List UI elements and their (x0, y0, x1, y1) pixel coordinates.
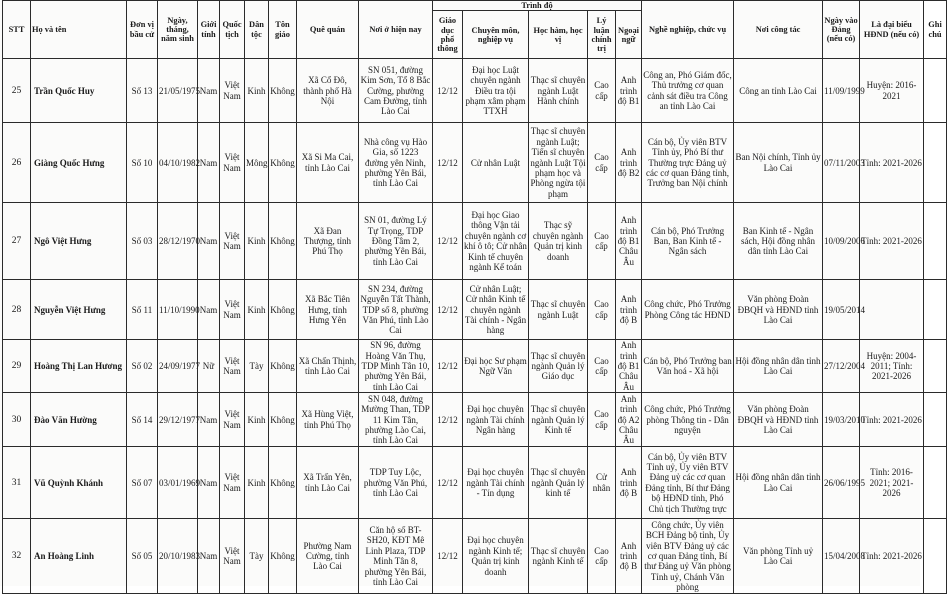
stt-cell: 30 (3, 393, 31, 447)
unit-cell: Số 02 (127, 340, 158, 393)
nationality-cell: Việt Nam (220, 123, 245, 203)
header-unit: Đơn vị bầu cử (127, 1, 158, 59)
header-political-theory: Lý luận chính trị (588, 11, 616, 59)
workplace-cell: Ban Kinh tế - Ngân sách, Hội đồng nhân dân tỉnh Lào Cai (734, 203, 823, 280)
occupation-cell: Công chức, Ủy viên BCH Đảng bộ tỉnh, Ủy viên BTV Đảng uỷ các cơ quan Đảng tỉnh, Bí thư Đảng uỷ Văn phòng Tỉnh uỷ, Chánh Văn phòng (642, 519, 734, 594)
foreign-language-cell: Anh trình độ B (616, 447, 642, 519)
council-term-cell: Tỉnh: 2021-2026 (860, 393, 924, 447)
council-term-cell: Huyện: 2016-2021 (860, 59, 924, 123)
hometown-cell: Xã Đan Thượng, tỉnh Phú Thọ (297, 203, 359, 280)
residence-cell: TDP Tuy Lộc, phường Văn Phú, tỉnh Lào Cai (359, 447, 433, 519)
foreign-language-cell: Anh trình độ A2 Châu Âu (616, 393, 642, 447)
notes-cell (924, 340, 947, 393)
party-date-cell: 26/06/1995 (823, 447, 860, 519)
stt-cell: 26 (3, 123, 31, 203)
name-cell: Vũ Quỳnh Khánh (31, 447, 127, 519)
unit-cell: Số 10 (127, 123, 158, 203)
general-edu-cell: 12/12 (433, 280, 463, 340)
specialty-cell: Cử nhân Luật; Cử nhân Kinh tế chuyên ngành Tài chính - Ngân hàng (463, 280, 529, 340)
residence-cell: SN 01, đường Lý Tự Trọng, TDP Đồng Tâm 2, phường Yên Bái, tỉnh Lào Cai (359, 203, 433, 280)
party-date-cell: 11/09/1999 (823, 59, 860, 123)
political-theory-cell: Cao cấp (588, 123, 616, 203)
specialty-cell: Đại học chuyên ngành Tài chính - Tín dụng (463, 447, 529, 519)
table-row (3, 393, 947, 447)
nationality-cell: Việt Nam (220, 59, 245, 123)
notes-cell (924, 203, 947, 280)
specialty-cell: Đại học chuyên ngành Tài chính Ngân hàng (463, 393, 529, 447)
stt-cell: 31 (3, 447, 31, 519)
stt-cell: 28 (3, 280, 31, 340)
council-term-cell: Tỉnh: 2021-2026 (860, 519, 924, 594)
party-date-cell: 19/03/2010 (823, 393, 860, 447)
header-religion: Tôn giáo (269, 1, 297, 59)
political-theory-cell: Cao cấp (588, 519, 616, 594)
party-date-cell: 10/09/2006 (823, 203, 860, 280)
political-theory-cell: Cao cấp (588, 340, 616, 393)
residence-cell: Nhà công vụ Hào Gia, số 1223 đường yên Ninh, phường Yên Bái, tỉnh Lào Cai (359, 123, 433, 203)
workplace-cell: Hội đồng nhân dân tỉnh Lào Cai (734, 340, 823, 393)
hometown-cell: Phường Nam Cường, tỉnh Lào Cai (297, 519, 359, 594)
notes-cell (924, 280, 947, 340)
foreign-language-cell: Anh trình độ B2 (616, 123, 642, 203)
gender-cell: Nam (198, 393, 220, 447)
degree-cell: Thạc sỹ chuyên ngành Quản trị kinh doanh (529, 203, 588, 280)
occupation-cell: Cán bộ, Phó Trưởng ban Văn hoá - Xã hội (642, 340, 734, 393)
general-edu-cell: 12/12 (433, 123, 463, 203)
unit-cell: Số 03 (127, 203, 158, 280)
residence-cell: SN 234, đường Nguyễn Tất Thành, TDP số 8, phường Văn Phú, tỉnh Lào Cai (359, 280, 433, 340)
religion-cell: Không (269, 340, 297, 393)
name-cell: Hoàng Thị Lan Hương (31, 340, 127, 393)
dob-cell: 21/05/1975 (158, 59, 198, 123)
degree-cell: Thạc sĩ chuyên ngành Quản lý Giáo dục (529, 340, 588, 393)
dob-cell: 11/10/1990 (158, 280, 198, 340)
nationality-cell: Việt Nam (220, 280, 245, 340)
hometown-cell: Xã Bắc Tiên Hưng, tỉnh Hưng Yên (297, 280, 359, 340)
ethnicity-cell: Tày (245, 519, 269, 594)
unit-cell: Số 14 (127, 393, 158, 447)
stt-cell: 27 (3, 203, 31, 280)
political-theory-cell: Cao cấp (588, 393, 616, 447)
name-cell: Trần Quốc Huy (31, 59, 127, 123)
degree-cell: Thạc sĩ chuyên ngành Luật; Tiến sĩ chuyên ngành Luật Tội phạm học và Phòng ngừa tội phạm (529, 123, 588, 203)
ethnicity-cell: Kinh (245, 280, 269, 340)
gender-cell: Nam (198, 447, 220, 519)
header-nationality: Quốc tịch (220, 1, 245, 59)
notes-cell (924, 447, 947, 519)
residence-cell: SN 051, đường Kim Sơn, Tổ 8 Bắc Cường, phường Cam Đường, tỉnh Lào Cai (359, 59, 433, 123)
dob-cell: 28/12/1970 (158, 203, 198, 280)
degree-cell: Thạc sĩ chuyên ngành Luật Hành chính (529, 59, 588, 123)
name-cell: Giàng Quốc Hưng (31, 123, 127, 203)
residence-cell: SN 96, đường Hoàng Văn Thụ, TDP Minh Tân 10, phường Yên Bái, tỉnh Lào Cai (359, 340, 433, 393)
ethnicity-cell: Kinh (245, 393, 269, 447)
foreign-language-cell: Anh trình độ B (616, 280, 642, 340)
occupation-cell: Cán bộ, Ủy viên BTV Tỉnh ủy, Phó Bí thư Thường trực Đảng uỷ các cơ quan Đảng tỉnh, Trưởng ban Nội chính (642, 123, 734, 203)
nationality-cell: Việt Nam (220, 519, 245, 594)
nationality-cell: Việt Nam (220, 203, 245, 280)
header-occupation: Nghề nghiệp, chức vụ (642, 1, 734, 59)
unit-cell: Số 13 (127, 59, 158, 123)
workplace-cell: Văn phòng Tỉnh uỷ Lào Cai (734, 519, 823, 594)
gender-cell: Nam (198, 203, 220, 280)
political-theory-cell: Cao cấp (588, 280, 616, 340)
party-date-cell: 27/12/2004 (823, 340, 860, 393)
party-date-cell: 15/04/2008 (823, 519, 860, 594)
ethnicity-cell: Kinh (245, 59, 269, 123)
gender-cell: Nam (198, 123, 220, 203)
unit-cell: Số 11 (127, 280, 158, 340)
dob-cell: 03/01/1969 (158, 447, 198, 519)
table-row (3, 59, 947, 123)
notes-cell (924, 123, 947, 203)
table-row (3, 447, 947, 519)
religion-cell: Không (269, 393, 297, 447)
religion-cell: Không (269, 447, 297, 519)
table-body (3, 59, 947, 594)
occupation-cell: Công chức, Phó Trưởng phòng Thông tin - Dân nguyện (642, 393, 734, 447)
header-dob: Ngày, tháng, năm sinh (158, 1, 198, 59)
table-row (3, 340, 947, 393)
degree-cell: Thạc sĩ chuyên ngành Quản lý Kinh tế (529, 393, 588, 447)
council-term-cell: Tỉnh: 2016-2021; 2021-2026 (860, 447, 924, 519)
header-specialty: Chuyên môn, nghiệp vụ (463, 11, 529, 59)
council-term-cell: Tỉnh: 2021-2026 (860, 203, 924, 280)
workplace-cell: Văn phòng Đoàn ĐBQH và HĐND tỉnh Lào Cai (734, 393, 823, 447)
candidate-table (2, 0, 947, 594)
unit-cell: Số 05 (127, 519, 158, 594)
specialty-cell: Đại học Giao thông Vận tải chuyên ngành cơ khí ô tô; Cử nhân Kinh tế chuyên ngành Kế toán (463, 203, 529, 280)
ethnicity-cell: Kinh (245, 203, 269, 280)
specialty-cell: Đại học Sư phạm Ngữ Văn (463, 340, 529, 393)
gender-cell: Nam (198, 519, 220, 594)
degree-cell: Thạc sĩ chuyên ngành Quản lý kinh tế (529, 447, 588, 519)
specialty-cell: Đại học chuyên ngành Kinh tế; Quản trị kinh doanh (463, 519, 529, 594)
header-stt: STT (3, 1, 31, 59)
ethnicity-cell: Mông (245, 123, 269, 203)
ethnicity-cell: Kinh (245, 447, 269, 519)
party-date-cell: 19/05/2014 (823, 280, 860, 340)
specialty-cell: Cử nhân Luật (463, 123, 529, 203)
notes-cell (924, 393, 947, 447)
ethnicity-cell: Tày (245, 340, 269, 393)
dob-cell: 04/10/1982 (158, 123, 198, 203)
header-workplace: Nơi công tác (734, 1, 823, 59)
workplace-cell: Hội đồng nhân dân tỉnh Lào Cai (734, 447, 823, 519)
degree-cell: Thạc sĩ chuyên ngành Luật (529, 280, 588, 340)
table-row (3, 123, 947, 203)
header-name: Họ và tên (31, 1, 127, 59)
religion-cell: Không (269, 280, 297, 340)
workplace-cell: Công an tỉnh Lào Cai (734, 59, 823, 123)
political-theory-cell: Cao cấp (588, 59, 616, 123)
foreign-language-cell: Anh trình độ B (616, 519, 642, 594)
party-date-cell: 07/11/2003 (823, 123, 860, 203)
name-cell: An Hoàng Linh (31, 519, 127, 594)
foreign-language-cell: Anh trình độ B1 Châu Âu (616, 203, 642, 280)
header-party-date: Ngày vào Đảng (nếu có) (823, 1, 860, 59)
religion-cell: Không (269, 123, 297, 203)
religion-cell: Không (269, 519, 297, 594)
religion-cell: Không (269, 59, 297, 123)
hometown-cell: Xã Hùng Việt, tỉnh Phú Thọ (297, 393, 359, 447)
hometown-cell: Xã Chấn Thịnh, tỉnh Lào Cai (297, 340, 359, 393)
workplace-cell: Ban Nội chính, Tỉnh ủy Lào Cai (734, 123, 823, 203)
council-term-cell (860, 280, 924, 340)
occupation-cell: Công chức, Phó Trưởng Phòng Công tác HĐND (642, 280, 734, 340)
general-edu-cell: 12/12 (433, 393, 463, 447)
general-edu-cell: 12/12 (433, 59, 463, 123)
name-cell: Ngô Việt Hưng (31, 203, 127, 280)
dob-cell: 29/12/1977 (158, 393, 198, 447)
dob-cell: 24/09/1977 (158, 340, 198, 393)
specialty-cell: Đại học Luật chuyên ngành Điều tra tội phạm xâm phạm TTXH (463, 59, 529, 123)
hometown-cell: Xã Si Ma Cai, tỉnh Lào Cai (297, 123, 359, 203)
workplace-cell: Văn phòng Đoàn ĐBQH và HĐND tỉnh Lào Cai (734, 280, 823, 340)
header-education-group: Trình độ (433, 1, 642, 11)
notes-cell (924, 519, 947, 594)
nationality-cell: Việt Nam (220, 340, 245, 393)
foreign-language-cell: Anh trình độ B1 Châu Âu (616, 340, 642, 393)
header-ethnicity: Dân tộc (245, 1, 269, 59)
gender-cell: Nam (198, 280, 220, 340)
name-cell: Nguyễn Việt Hưng (31, 280, 127, 340)
header-gender: Giới tính (198, 1, 220, 59)
religion-cell: Không (269, 203, 297, 280)
council-term-cell: Tỉnh: 2021-2026 (860, 123, 924, 203)
name-cell: Đào Văn Hường (31, 393, 127, 447)
table-row (3, 280, 947, 340)
header-notes: Ghi chú (924, 1, 947, 59)
general-edu-cell: 12/12 (433, 340, 463, 393)
header-residence: Nơi ở hiện nay (359, 1, 433, 59)
header-council-term: Là đại biểu HĐND (nếu có) (860, 1, 924, 59)
stt-cell: 32 (3, 519, 31, 594)
dob-cell: 20/10/1983 (158, 519, 198, 594)
header-foreign-language: Ngoại ngữ (616, 11, 642, 59)
residence-cell: SN 048, đường Mường Than, TDP 11 Kim Tân, phường Lào Cai, tỉnh Lào Cai (359, 393, 433, 447)
nationality-cell: Việt Nam (220, 393, 245, 447)
degree-cell: Thạc sĩ chuyên ngành Kinh tế (529, 519, 588, 594)
notes-cell (924, 59, 947, 123)
general-edu-cell: 12/12 (433, 519, 463, 594)
header-degree: Học hàm, học vị (529, 11, 588, 59)
gender-cell: Nữ (198, 340, 220, 393)
occupation-cell: Cán bộ, Phó Trưởng Ban, Ban Kinh tế - Ngân sách (642, 203, 734, 280)
hometown-cell: Xã Cổ Đô, thành phố Hà Nội (297, 59, 359, 123)
occupation-cell: Cán bộ, Ủy viên BTV Tỉnh uỷ, Ủy viên BTV Đảng uỷ các cơ quan Đảng tỉnh, Bí thư Đảng bộ HĐND tỉnh, Phó Chủ tịch Thường trực (642, 447, 734, 519)
unit-cell: Số 07 (127, 447, 158, 519)
header-hometown: Quê quán (297, 1, 359, 59)
header-general-edu: Giáo dục phổ thông (433, 11, 463, 59)
gender-cell: Nam (198, 59, 220, 123)
occupation-cell: Công an, Phó Giám đốc, Thủ trưởng cơ quan cảnh sát điều tra Công an tỉnh Lào Cai (642, 59, 734, 123)
table-row (3, 519, 947, 594)
residence-cell: Căn hộ số BT-SH20, KĐT Mê Linh Plaza, TDP Minh Tân 8, phường Yên Bái, tỉnh Lào Cai (359, 519, 433, 594)
hometown-cell: Xã Trấn Yên, tỉnh Lào Cai (297, 447, 359, 519)
political-theory-cell: Cử nhân (588, 447, 616, 519)
general-edu-cell: 12/12 (433, 447, 463, 519)
council-term-cell: Huyện: 2004-2011; Tỉnh: 2021-2026 (860, 340, 924, 393)
political-theory-cell: Cao cấp (588, 203, 616, 280)
stt-cell: 25 (3, 59, 31, 123)
general-edu-cell: 12/12 (433, 203, 463, 280)
table-row (3, 203, 947, 280)
foreign-language-cell: Anh trình độ B1 (616, 59, 642, 123)
stt-cell: 29 (3, 340, 31, 393)
nationality-cell: Việt Nam (220, 447, 245, 519)
